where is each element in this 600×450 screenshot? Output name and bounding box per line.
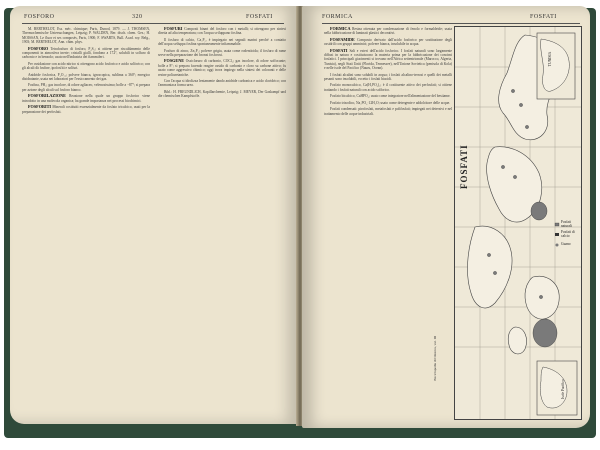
- inset-south-label: Isole Pacifico: [560, 379, 565, 399]
- paragraph: [158, 27, 286, 36]
- paragraph: [158, 59, 286, 77]
- entry-text: Composti binari del fosforo con i metalli; si ottengono per sintesi diretta ad alta temperatura; con l'acqua sviluppano fosfina.: [158, 27, 286, 36]
- entry-headword: FOSFORITI: [28, 104, 53, 110]
- paragraph: [324, 73, 452, 82]
- legend-entry: Guano: [561, 242, 571, 246]
- paragraph: [324, 49, 452, 71]
- entry-headword: FOSFORILAZIONE: [28, 93, 70, 99]
- entry-headword: FOSFURI: [164, 27, 185, 31]
- inset-south: [537, 361, 577, 415]
- entry-headword: FORMICA: [330, 27, 353, 31]
- entry-text: Composto derivato dall'acido fosforico per sostituzione degli ossidrili con gruppi amminici; polvere bianca, insolubile in acqua.: [324, 37, 452, 47]
- text-column-left: [22, 27, 150, 415]
- paragraph: [158, 90, 286, 99]
- left-page: [10, 6, 298, 424]
- legend-entry: Fosfati naturali: [561, 220, 572, 228]
- entry-headword: FOSFORO: [28, 45, 51, 51]
- plate-caption: Enciclopedia di Chimica, vol. III: [433, 336, 437, 381]
- entry-text: Fosfato monocalcico, Ca(H₂PO₄)₂; è il costituente attivo dei perfosfati; si ottiene trattando i fosfati naturali con acido solforico.: [324, 83, 452, 92]
- deposit-africa-south: [531, 202, 547, 220]
- running-head-right: FOSFATI: [246, 14, 273, 20]
- paragraph: [22, 94, 150, 103]
- paragraph: [22, 73, 150, 82]
- paragraph: [158, 79, 286, 88]
- entry-text: Bibl.: H. FREUNDLICH, Kapillarchemie, Leipzig; J. MEYER, Der Gaskampf und die chemischen Kampfstoffe.: [158, 89, 286, 99]
- entry-headword: FOSFATI: [330, 47, 350, 53]
- paragraph: [324, 94, 452, 98]
- entry-text: M. BERTHELOT, Ess. méc. chimique; Paris, Dunod, 1879. — J. THOMSEN, Thermochemische Untersuchungen, Leipzig; P. WALDEN, Ber. dtsch. chem. Ges.; H. MOISSAN, Le fluor et ses composés, Paris, 1900; F. SWARTS, Bull. Acad. roy. Belg., 1903; M. BERTHELOT, Ann. chim. phys.: [22, 27, 150, 45]
- paragraph: [22, 83, 150, 92]
- paragraph: [22, 27, 150, 45]
- paragraph: [324, 38, 452, 47]
- right-page: [302, 6, 590, 428]
- entry-text: Ossicloruro di carbonio, COCl₂; gas incolore, di odore soffocante; bolle a 8°; si prepara facendo reagire ossido di carbonio e cloro su carbone attivo; fu usato come aggressivo chimico; oggi trova impiego nella sintesi dei coloranti e delle resine poliuretaniche.: [158, 59, 286, 77]
- legend-entry: Fosfati di calcio: [561, 230, 575, 238]
- inset-north-label: TUNISIA: [548, 51, 553, 67]
- entry-text: Fosfato trisodico, Na₃PO₄·12H₂O; usato come detergente e addolcitore delle acque.: [330, 100, 451, 105]
- paragraph: [324, 83, 452, 92]
- entry-headword: FOSGENE: [164, 58, 186, 64]
- entry-text: Fosfuro di zinco, Zn₃P₂; polvere grigia, usata come rodenticida; il fosfuro di rame serve nella preparazione dei bronzi fosforosi.: [158, 48, 286, 58]
- deposit-pacific: [533, 319, 557, 347]
- entry-text: Reazione nella quale un gruppo fosforico viene introdotto in una molecola organica; ha grande importanza nei processi biochimici.: [22, 94, 150, 103]
- entry-text: I fosfati alcalini sono solubili in acqua; i fosfati alcalino-terrosi e quelli dei metalli pesanti sono insolubili, eccetto i fosfati biacidi.: [324, 72, 452, 82]
- continent-americas: [468, 226, 513, 308]
- entry-text: Minerali costituiti essenzialmente da fosfato tricalcico, usati per la preparazione dei perfosfati.: [22, 105, 150, 114]
- paragraph: [158, 49, 286, 58]
- paragraph: [324, 27, 452, 36]
- entry-text: Tetrafosfuro di fosforo, P₄S₃; si ottiene per riscaldamento delle componenti in atmosfera inerte; cristalli gialli, fondono a 172°, solubili in solfuro di carbonio e in benzolo; usato nell'industria dei fiammiferi.: [22, 46, 150, 60]
- header-rule: [322, 23, 580, 24]
- entry-text: Sali e esteri dell'acido fosforico. I fosfati naturali sono largamente diffusi in natura e costituiscono la materia prima per la fabbricazione dei concimi fosfatici. I principali giacimenti si trovano nell'Africa settentrionale (Marocco, Algeria, Tunisia), negli Stati Uniti (Florida, Tennessee), nell'Unione Sovietica (penisola di Kola) e nelle isole del Pacifico (Nauru, Ocean).: [324, 48, 452, 71]
- paragraph: [22, 62, 150, 71]
- entry-text: Il fosfuro di calcio, Ca₃P₂, è impiegato nei segnali marini perché a contatto dell'acqua sviluppa fosfina spontaneamente infiammabile.: [158, 37, 286, 47]
- header-rule: [22, 23, 284, 24]
- plate-title: FOSFATI: [459, 144, 469, 189]
- running-head-left: FORMICA: [322, 14, 353, 20]
- world-map-plate: [454, 26, 582, 420]
- entry-text: Fosfati condensati: pirofosfati, metafosfati e polifosfati; impiegati nei detersivi e nel trattamento delle acque industriali.: [324, 107, 452, 116]
- entry-text: Resina ottenuta per condensazione di fenolo e formaldeide; usata nella fabbricazione di laminati plastici decorativi.: [324, 27, 452, 36]
- entry-text: Per ossidazione con acido nitrico si ottengono acido fosforico e acido solforico; con gli alcali dà fosfine, ipofosfiti e solfuri.: [22, 61, 150, 71]
- paragraph: [324, 101, 452, 105]
- running-head-left: FOSFORO: [24, 14, 55, 20]
- paragraph: [158, 38, 286, 47]
- paragraph: [22, 47, 150, 60]
- entry-text: Con l'acqua si idrolizza lentamente dando anidride carbonica e acido cloridrico; con l'ammoniaca forma urea.: [158, 79, 286, 88]
- inset-north: [537, 33, 575, 99]
- continent-islands: [508, 327, 526, 354]
- text-column-right: [158, 27, 286, 415]
- entry-headword: FOSFAMIDE: [330, 36, 358, 42]
- entry-text: Anidride fosforica, P₄O₁₀; polvere bianca, igroscopica, sublima a 360°; energico disidratante, usata nei laboratori per l'essiccamento dei gas.: [22, 72, 150, 82]
- entry-text: Fosfato bicalcico, CaHPO₄; usato come integratore nell'alimentazione del bestiame.: [330, 94, 451, 99]
- entry-text: Fosfina, PH₃; gas incolore, di odore agliaceo, velenosissimo; bolle a −87°; si prepara per azione degli alcali sul fosforo bianco.: [22, 83, 150, 92]
- paragraph: [324, 107, 452, 116]
- map-legend: [555, 223, 559, 247]
- running-head-right: FOSFATI: [530, 14, 557, 20]
- page-number: 320: [132, 14, 143, 20]
- paragraph: [22, 105, 150, 114]
